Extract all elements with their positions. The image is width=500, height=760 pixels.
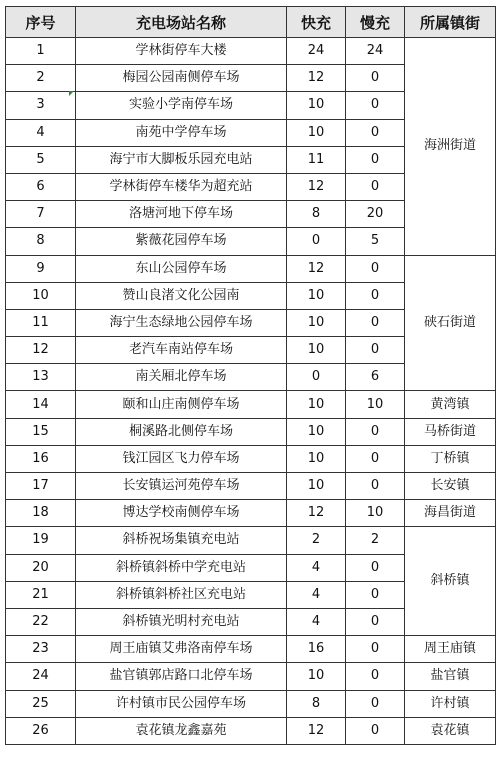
- fast-charge-count: 10: [287, 92, 346, 119]
- header-slow-charge: 慢充: [346, 7, 405, 38]
- fast-charge-count: 10: [287, 445, 346, 472]
- table-row: [6, 636, 496, 663]
- town-name: 海昌街道: [405, 500, 496, 527]
- slow-charge-count: 0: [346, 663, 405, 690]
- station-name: 博达学校南侧停车场: [76, 500, 287, 527]
- station-name: 斜桥镇斜桥中学充电站: [76, 554, 287, 581]
- fast-charge-count: 10: [287, 119, 346, 146]
- row-index: 25: [6, 690, 76, 717]
- table-row: [6, 690, 496, 717]
- slow-charge-count: 5: [346, 228, 405, 255]
- row-index: 14: [6, 391, 76, 418]
- row-index: 12: [6, 337, 76, 364]
- row-index: 18: [6, 500, 76, 527]
- town-name: 海洲街道: [405, 38, 496, 256]
- charging-station-table: [5, 6, 496, 745]
- table-row: [6, 418, 496, 445]
- table-body: [6, 38, 496, 745]
- fast-charge-count: 12: [287, 500, 346, 527]
- table-row: [6, 527, 496, 554]
- cell-comment-marker: [69, 91, 74, 96]
- slow-charge-count: 0: [346, 337, 405, 364]
- station-name: 长安镇运河苑停车场: [76, 473, 287, 500]
- town-name: 袁花镇: [405, 717, 496, 744]
- fast-charge-count: 4: [287, 608, 346, 635]
- row-index: 8: [6, 228, 76, 255]
- table-row: [6, 473, 496, 500]
- table-row: [6, 500, 496, 527]
- town-name: 斜桥镇: [405, 527, 496, 636]
- slow-charge-count: 0: [346, 255, 405, 282]
- station-name: 斜桥镇光明村充电站: [76, 608, 287, 635]
- slow-charge-count: 2: [346, 527, 405, 554]
- station-name: 梅园公园南侧停车场: [76, 65, 287, 92]
- slow-charge-count: 10: [346, 391, 405, 418]
- station-name: 斜桥祝场集镇充电站: [76, 527, 287, 554]
- slow-charge-count: 0: [346, 690, 405, 717]
- fast-charge-count: 2: [287, 527, 346, 554]
- table-row: [6, 717, 496, 744]
- row-index: 4: [6, 119, 76, 146]
- station-name: 南苑中学停车场: [76, 119, 287, 146]
- row-index: 10: [6, 282, 76, 309]
- row-index: 2: [6, 65, 76, 92]
- station-name: 斜桥镇斜桥社区充电站: [76, 581, 287, 608]
- town-name: 长安镇: [405, 473, 496, 500]
- town-name: 许村镇: [405, 690, 496, 717]
- row-index: 21: [6, 581, 76, 608]
- station-name: 许村镇市民公园停车场: [76, 690, 287, 717]
- row-index: 19: [6, 527, 76, 554]
- town-name: 黄湾镇: [405, 391, 496, 418]
- table-row: [6, 391, 496, 418]
- station-name: 学林街停车大楼: [76, 38, 287, 65]
- row-index: 26: [6, 717, 76, 744]
- table-row: [6, 38, 496, 65]
- slow-charge-count: 0: [346, 119, 405, 146]
- station-name: 颐和山庄南侧停车场: [76, 391, 287, 418]
- table-container: [5, 6, 496, 745]
- row-index: 5: [6, 146, 76, 173]
- header-index: 序号: [6, 7, 76, 38]
- fast-charge-count: 10: [287, 391, 346, 418]
- row-index: 6: [6, 173, 76, 200]
- station-name: 钱江园区飞力停车场: [76, 445, 287, 472]
- row-index: 1: [6, 38, 76, 65]
- slow-charge-count: 0: [346, 65, 405, 92]
- fast-charge-count: 10: [287, 282, 346, 309]
- fast-charge-count: 4: [287, 554, 346, 581]
- fast-charge-count: 12: [287, 717, 346, 744]
- fast-charge-count: 10: [287, 473, 346, 500]
- fast-charge-count: 8: [287, 201, 346, 228]
- town-name: 丁桥镇: [405, 445, 496, 472]
- row-index: 13: [6, 364, 76, 391]
- slow-charge-count: 24: [346, 38, 405, 65]
- slow-charge-count: 0: [346, 636, 405, 663]
- row-index: 7: [6, 201, 76, 228]
- table-row: [6, 445, 496, 472]
- station-name: 袁花镇龙鑫嘉苑: [76, 717, 287, 744]
- row-index: 22: [6, 608, 76, 635]
- station-name: 周王庙镇艾弗洛南停车场: [76, 636, 287, 663]
- header-town: 所属镇街: [405, 7, 496, 38]
- station-name: 南关厢北停车场: [76, 364, 287, 391]
- station-name: 海宁生态绿地公园停车场: [76, 309, 287, 336]
- fast-charge-count: 12: [287, 173, 346, 200]
- slow-charge-count: 0: [346, 282, 405, 309]
- row-index: 15: [6, 418, 76, 445]
- station-name: 东山公园停车场: [76, 255, 287, 282]
- slow-charge-count: 0: [346, 146, 405, 173]
- row-index: 20: [6, 554, 76, 581]
- slow-charge-count: 0: [346, 717, 405, 744]
- fast-charge-count: 12: [287, 65, 346, 92]
- row-index: 24: [6, 663, 76, 690]
- station-name: 老汽车南站停车场: [76, 337, 287, 364]
- fast-charge-count: 0: [287, 364, 346, 391]
- fast-charge-count: 10: [287, 663, 346, 690]
- station-name: 洛塘河地下停车场: [76, 201, 287, 228]
- row-index: 23: [6, 636, 76, 663]
- row-index: 17: [6, 473, 76, 500]
- station-name: 紫薇花园停车场: [76, 228, 287, 255]
- station-name: 桐溪路北侧停车场: [76, 418, 287, 445]
- fast-charge-count: 24: [287, 38, 346, 65]
- slow-charge-count: 20: [346, 201, 405, 228]
- town-name: 硖石街道: [405, 255, 496, 391]
- fast-charge-count: 12: [287, 255, 346, 282]
- header-fast-charge: 快充: [287, 7, 346, 38]
- fast-charge-count: 0: [287, 228, 346, 255]
- fast-charge-count: 11: [287, 146, 346, 173]
- station-name: 实验小学南停车场: [76, 92, 287, 119]
- fast-charge-count: 10: [287, 337, 346, 364]
- slow-charge-count: 0: [346, 309, 405, 336]
- slow-charge-count: 10: [346, 500, 405, 527]
- slow-charge-count: 0: [346, 473, 405, 500]
- station-name: 赞山良渚文化公园南: [76, 282, 287, 309]
- slow-charge-count: 0: [346, 173, 405, 200]
- station-name: 学林街停车楼华为超充站: [76, 173, 287, 200]
- row-index: 16: [6, 445, 76, 472]
- town-name: 马桥街道: [405, 418, 496, 445]
- slow-charge-count: 0: [346, 581, 405, 608]
- fast-charge-count: 10: [287, 418, 346, 445]
- row-index: 3: [6, 92, 76, 119]
- row-index: 9: [6, 255, 76, 282]
- fast-charge-count: 8: [287, 690, 346, 717]
- header-station-name: 充电场站名称: [76, 7, 287, 38]
- slow-charge-count: 0: [346, 92, 405, 119]
- row-index: 11: [6, 309, 76, 336]
- slow-charge-count: 0: [346, 445, 405, 472]
- town-name: 周王庙镇: [405, 636, 496, 663]
- fast-charge-count: 4: [287, 581, 346, 608]
- header-row: [6, 7, 496, 38]
- station-name: 海宁市大脚板乐园充电站: [76, 146, 287, 173]
- fast-charge-count: 10: [287, 309, 346, 336]
- slow-charge-count: 0: [346, 608, 405, 635]
- slow-charge-count: 6: [346, 364, 405, 391]
- slow-charge-count: 0: [346, 418, 405, 445]
- town-name: 盐官镇: [405, 663, 496, 690]
- table-row: [6, 663, 496, 690]
- slow-charge-count: 0: [346, 554, 405, 581]
- table-row: [6, 255, 496, 282]
- station-name: 盐官镇郭店路口北停车场: [76, 663, 287, 690]
- fast-charge-count: 16: [287, 636, 346, 663]
